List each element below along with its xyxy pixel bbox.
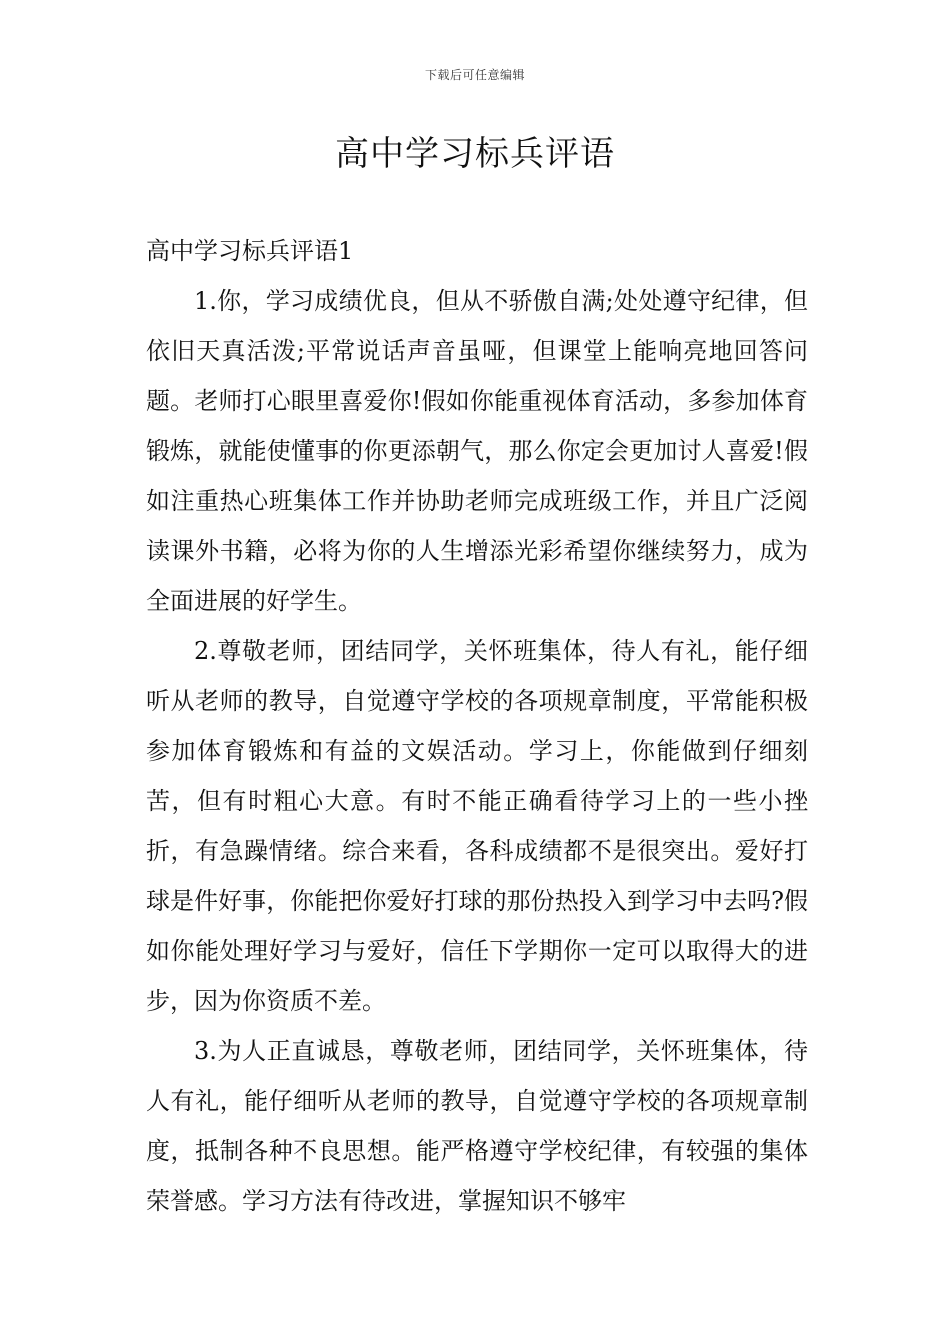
document-title: 高中学习标兵评语 [335, 134, 615, 174]
section-heading: 高中学习标兵评语1 [146, 237, 354, 265]
paragraph-3: 3.为人正直诚恳，尊敬老师，团结同学，关怀班集体，待人有礼，能仔细听从老师的教导，自觉遵守学校的各项规章制度，抵制各种不良思想。能严格遵守学校纪律，有较强的集体荣誉感。学习方法有待改进，掌握知识不够牢 [146, 1037, 808, 1215]
paragraph-2: 2.尊敬老师，团结同学，关怀班集体，待人有礼，能仔细听从老师的教导，自觉遵守学校的各项规章制度，平常能积极参加体育锻炼和有益的文娱活动。学习上，你能做到仔细刻苦，但有时粗心大意。有时不能正确看待学习上的一些小挫折，有急躁情绪。综合来看，各科成绩都不是很突出。爱好打球是件好事，你能把你爱好打球的那份热投入到学习中去吗?假如你能处理好学习与爱好，信任下学期你一定可以取得大的进步，因为你资质不差。 [146, 637, 808, 1015]
document-body [146, 226, 808, 1226]
paragraph-1: 1.你，学习成绩优良，但从不骄傲自满;处处遵守纪律，但依旧天真活泼;平常说话声音虽哑，但课堂上能响亮地回答问题。老师打心眼里喜爱你!假如你能重视体育活动，多参加体育锻炼，就能使懂事的你更添朝气，那么你定会更加讨人喜爱!假如注重热心班集体工作并协助老师完成班级工作，并且广泛阅读课外书籍，必将为你的人生增添光彩希望你继续努力，成为全面进展的好学生。 [146, 287, 808, 615]
header-note: 下载后可任意编辑 [424, 68, 525, 82]
